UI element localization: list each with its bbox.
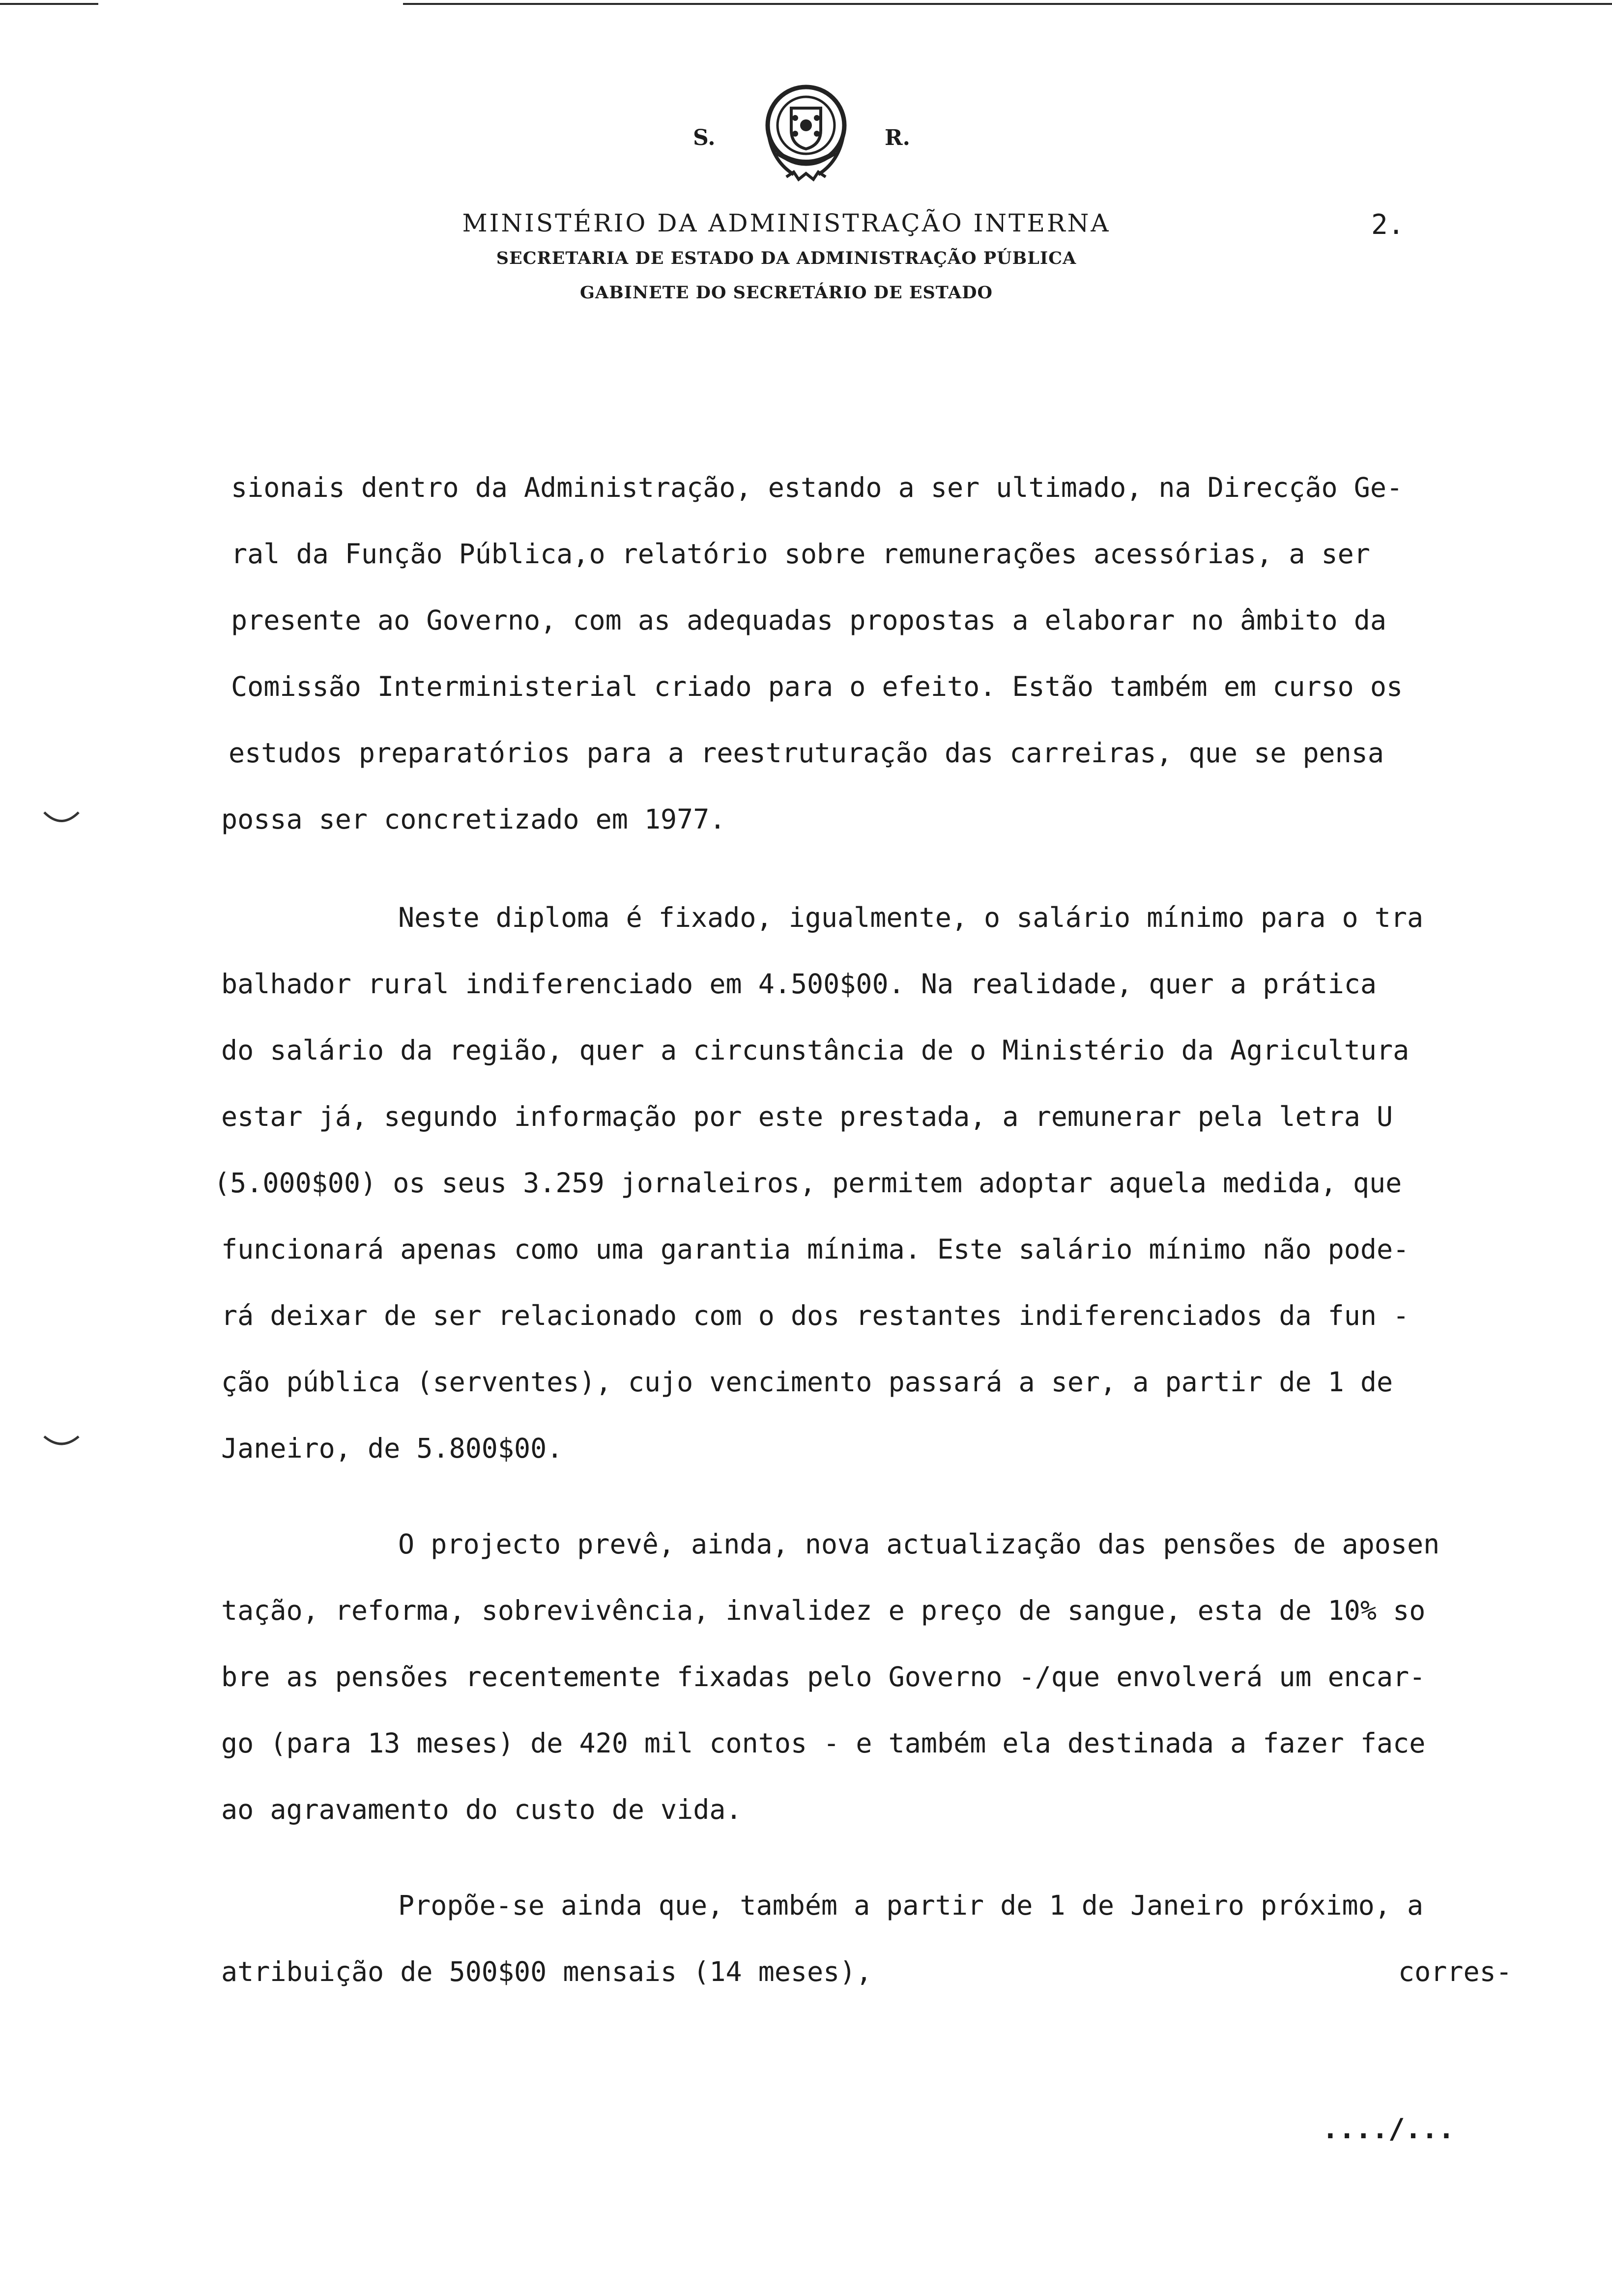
top-edge-line <box>403 3 1612 5</box>
body-line: bre as pensões recentemente fixadas pelo Governo -/que envolverá um encar- <box>221 1661 1426 1693</box>
body-line: Comissão Interministerial criado para o efeito. Estão também em curso os <box>231 671 1403 702</box>
coat-of-arms-icon <box>757 79 855 192</box>
seal-right-letter: R. <box>885 125 910 150</box>
seal-left-letter: S. <box>693 125 716 150</box>
body-line: possa ser concretizado em 1977. <box>221 804 726 835</box>
body-line: ção pública (serventes), cujo vencimento passará a ser, a partir de 1 de <box>221 1366 1393 1398</box>
page-number: 2. <box>1371 209 1405 241</box>
body-line: (5.000$00) os seus 3.259 jornaleiros, permitem adoptar aquela medida, que <box>214 1167 1402 1199</box>
body-line: sionais dentro da Administração, estando a ser ultimado, na Direcção Ge- <box>231 472 1403 503</box>
body-line: ral da Função Pública,o relatório sobre remunerações acessórias, a ser <box>231 538 1370 570</box>
body-line: O projecto prevê, ainda, nova actualização das pensões de aposen <box>398 1528 1440 1560</box>
body-line: funcionará apenas como uma garantia mínima. Este salário mínimo não pode- <box>221 1234 1410 1265</box>
margin-mark-icon <box>42 808 81 828</box>
continuation-mark: ..../... <box>1322 2113 1455 2145</box>
ministry-heading: MINISTÉRIO DA ADMINISTRAÇÃO INTERNA <box>462 209 1111 237</box>
body-line: go (para 13 meses) de 420 mil contos - e também ela destinada a fazer face <box>221 1727 1426 1759</box>
body-line: do salário da região, quer a circunstância de o Ministério da Agricultura <box>221 1034 1410 1066</box>
body-line: balhador rural indiferenciado em 4.500$00. Na realidade, quer a prática <box>221 968 1377 1000</box>
body-line: tação, reforma, sobrevivência, invalidez e preço de sangue, esta de 10% so <box>221 1595 1426 1626</box>
top-edge-line <box>0 3 98 5</box>
body-line: estudos preparatórios para a reestruturação das carreiras, que se pensa <box>229 737 1384 769</box>
body-line: corres- <box>1398 1956 1512 1987</box>
body-line: Neste diploma é fixado, igualmente, o salário mínimo para o tra <box>398 902 1424 933</box>
secretariat-heading: SECRETARIA DE ESTADO DA ADMINISTRAÇÃO PÚBLICA <box>496 248 1077 268</box>
margin-mark-icon <box>42 1433 81 1452</box>
body-line: presente ao Governo, com as adequadas propostas a elaborar no âmbito da <box>231 604 1387 636</box>
cabinet-heading: GABINETE DO SECRETÁRIO DE ESTADO <box>580 283 993 303</box>
body-line: estar já, segundo informação por este prestada, a remunerar pela letra U <box>221 1101 1393 1132</box>
body-line: Janeiro, de 5.800$00. <box>221 1433 563 1464</box>
body-line: atribuição de 500$00 mensais (14 meses), <box>221 1956 872 1987</box>
body-line: Propõe-se ainda que, também a partir de 1 de Janeiro próximo, a <box>398 1890 1424 1921</box>
body-line: rá deixar de ser relacionado com o dos restantes indiferenciados da fun - <box>221 1300 1410 1331</box>
body-line: ao agravamento do custo de vida. <box>221 1794 742 1825</box>
